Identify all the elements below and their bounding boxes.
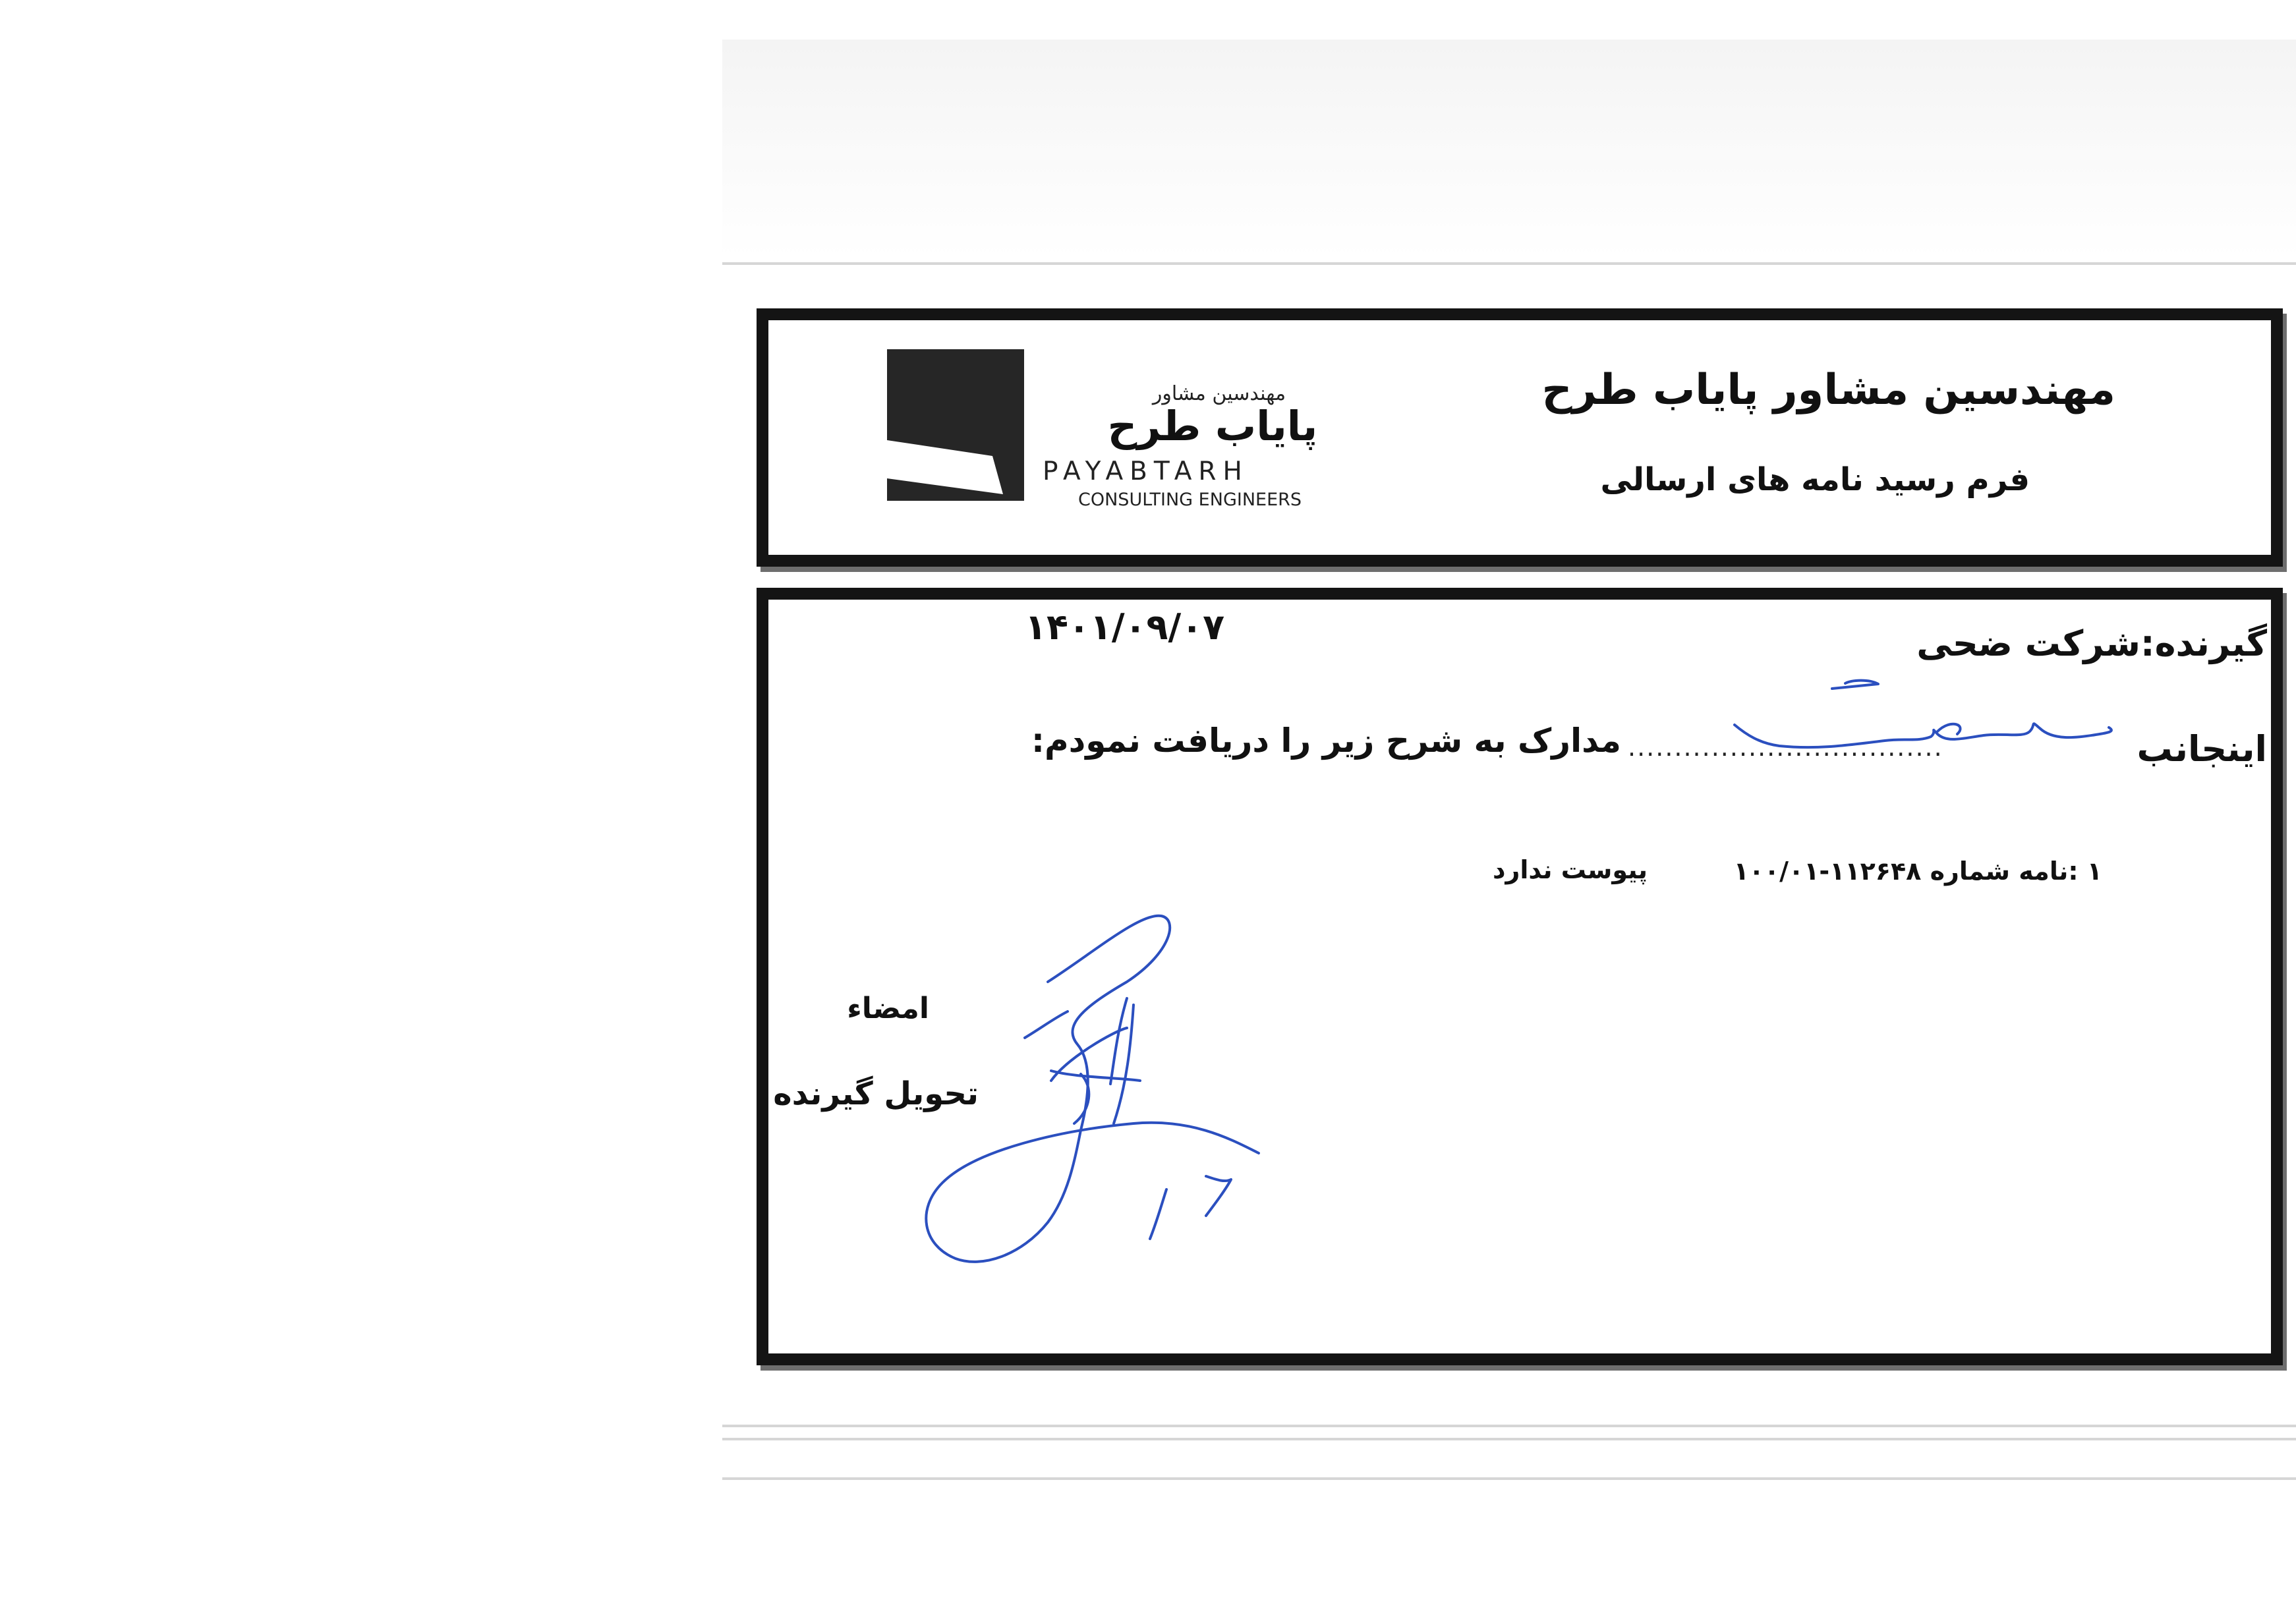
logo-text-en: PAYABTARH <box>1043 457 1249 486</box>
recipient-name-dotted-line: .................................. <box>1628 733 1943 762</box>
statement-start: اینجانب <box>2137 728 2267 770</box>
receiver-label: تحویل گیرنده <box>773 1075 979 1112</box>
sheet-divider-bottom-1 <box>722 1425 2296 1427</box>
signature-label: امضاء <box>847 992 929 1025</box>
item-1-note: پیوست ندارد <box>1492 855 1648 884</box>
statement-end: مدارک به شرح زیر را دریافت نمودم: <box>1031 722 1621 760</box>
handwritten-recipient-name <box>1720 672 2129 778</box>
company-title: مهندسین مشاور پایاب طرح <box>1541 366 2115 414</box>
sheet-divider-bottom-2 <box>722 1438 2296 1440</box>
handwritten-signature <box>916 913 1364 1334</box>
receipt-date: ۱۴۰۱/۰۹/۰۷ <box>1025 606 1225 648</box>
logo-text-small: مهندسین مشاور <box>1152 382 1286 405</box>
recipient-line: گیرنده:شرکت ضحی <box>1916 623 2267 664</box>
logo-text-big: پایاب طرح <box>1107 402 1318 450</box>
sheet-divider-top <box>722 262 2296 265</box>
sheet-divider-bottom-3 <box>722 1477 2296 1480</box>
logo-mark-graphic <box>887 349 1024 501</box>
item-1-text: ۱ :نامه شماره ۱۱۲۶۴۸-۱۰۰/۰۱ <box>1733 857 2102 886</box>
company-logo-icon <box>887 349 1024 501</box>
logo-text-en-sub: CONSULTING ENGINEERS <box>1078 490 1302 510</box>
form-title: فرم رسید نامه های ارسالی <box>1600 461 2030 498</box>
